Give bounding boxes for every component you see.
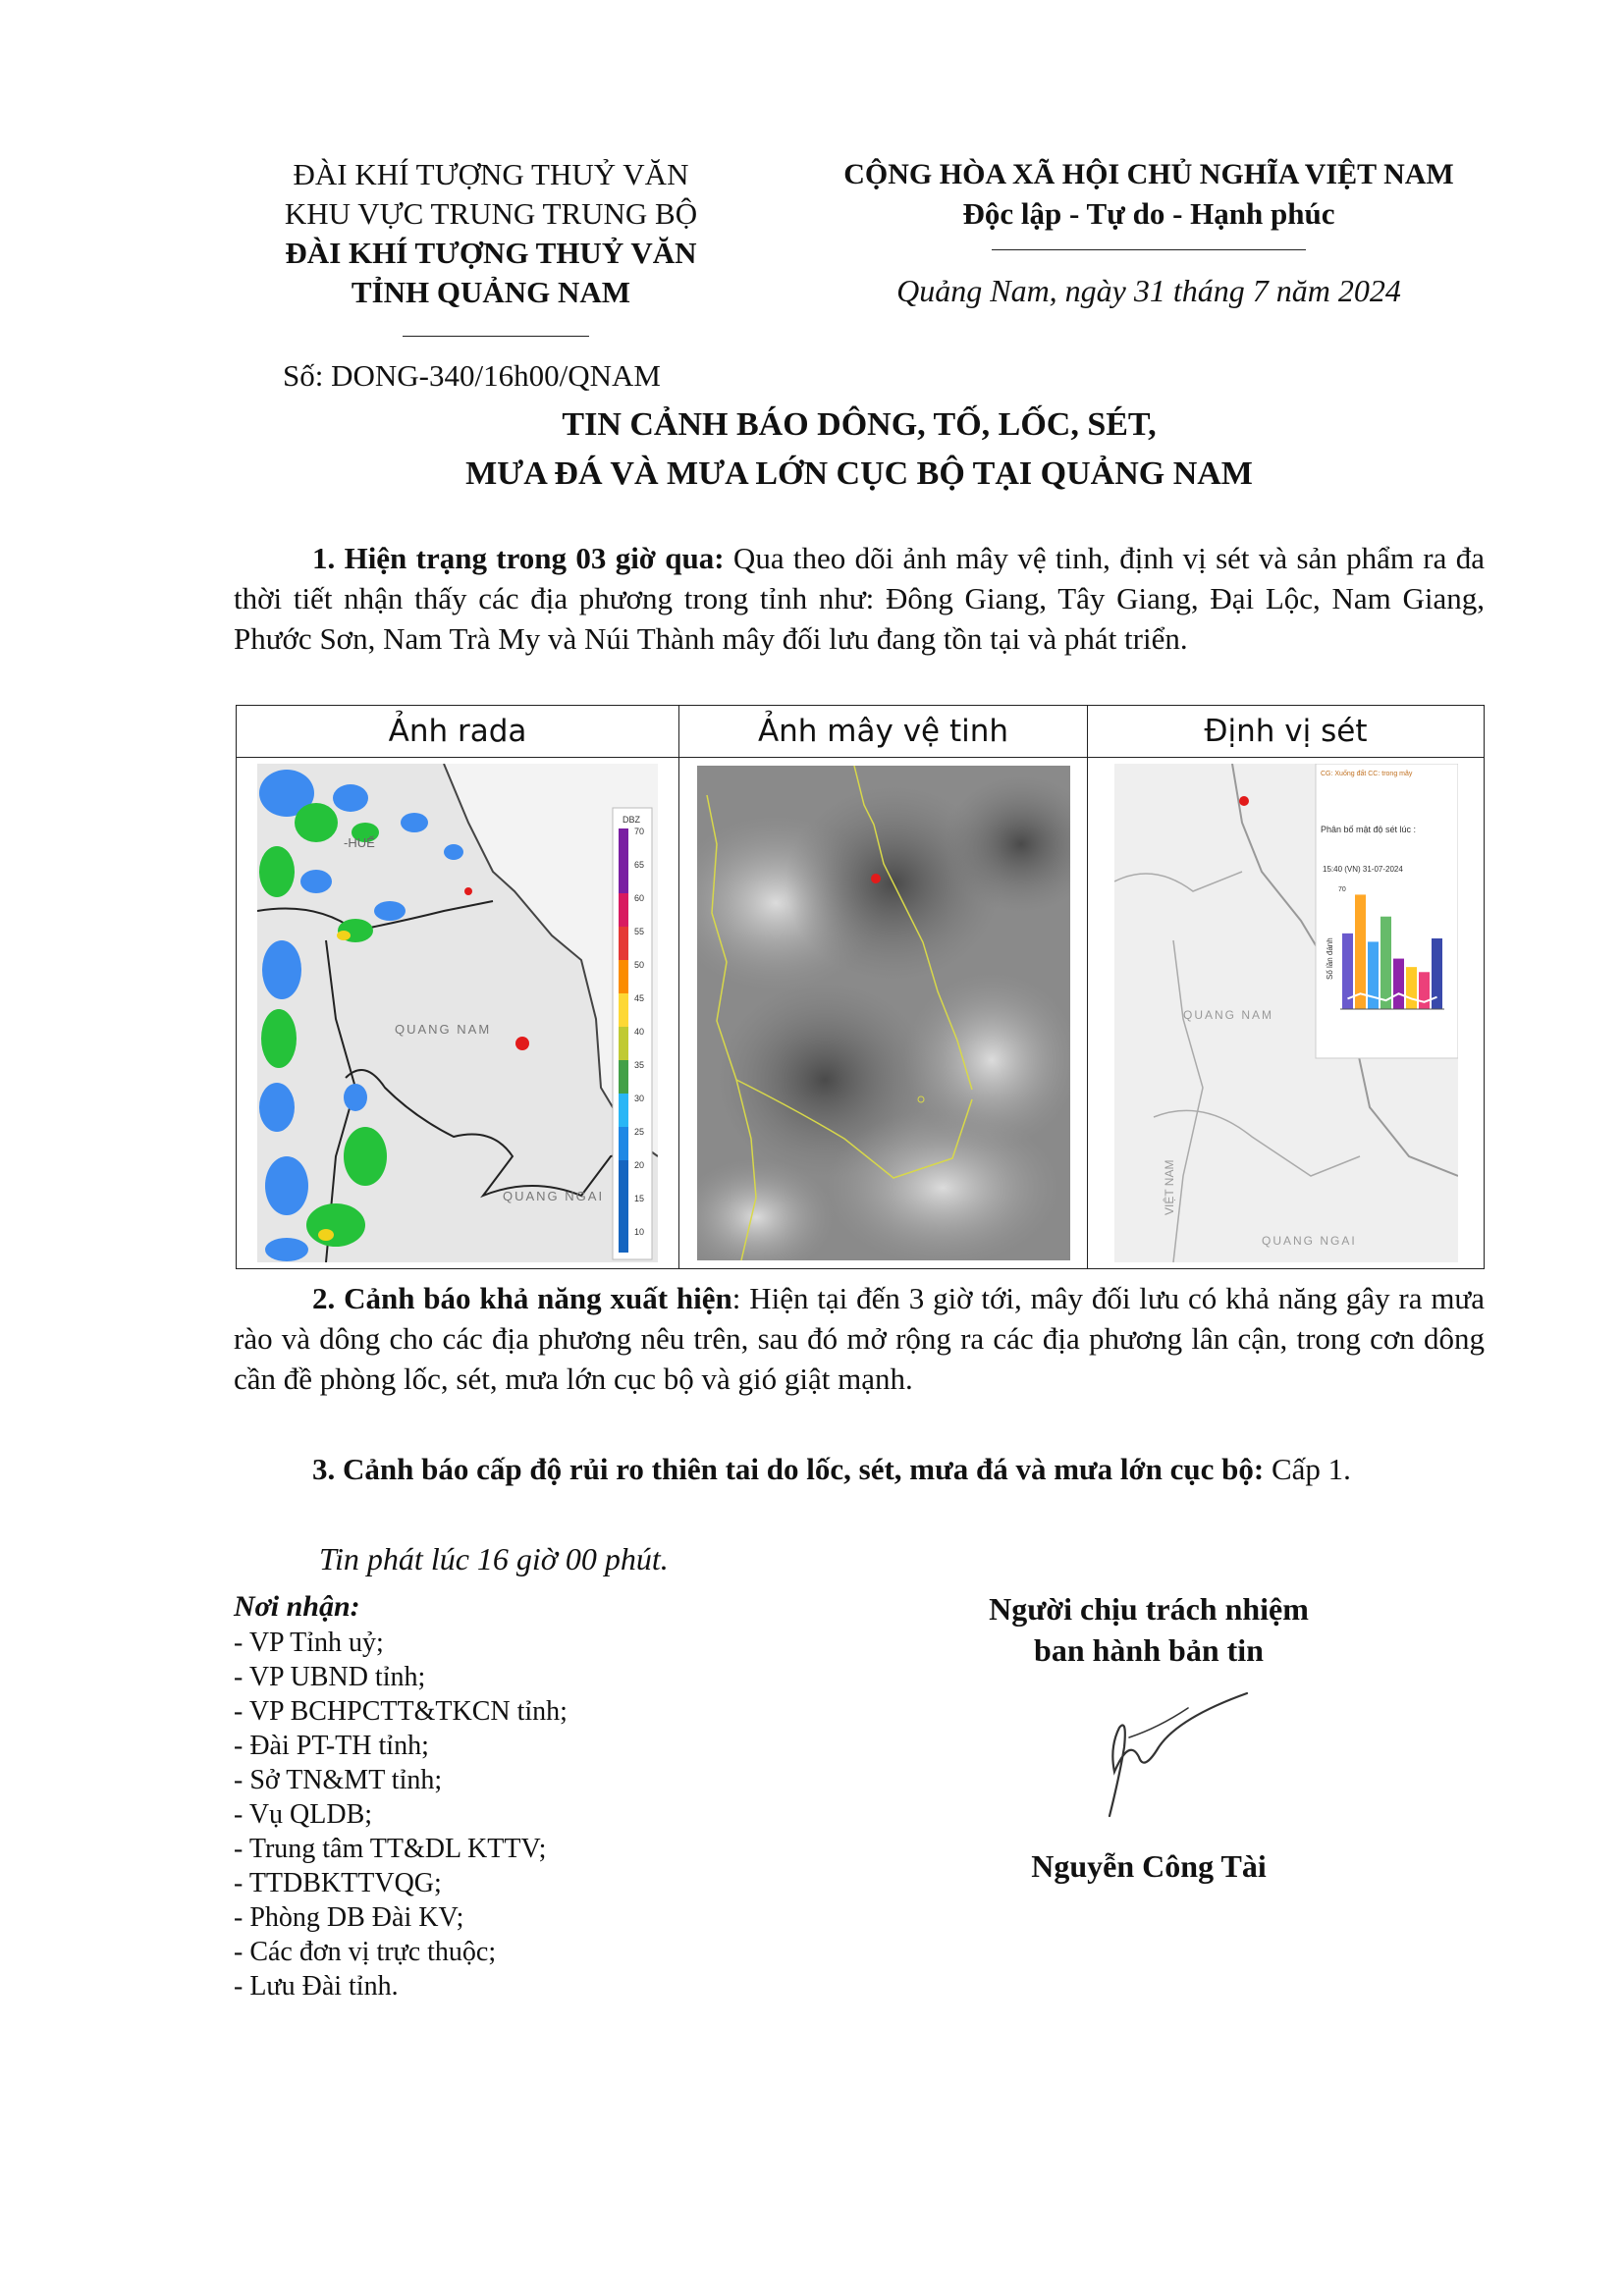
signer-name: Nguyễn Công Tài xyxy=(1031,1848,1267,1884)
issue-date: Quảng Nam, ngày 31 tháng 7 năm 2024 xyxy=(896,273,1401,308)
recipient-item: - Phòng DB Đài KV; xyxy=(234,1902,464,1933)
national-motto: Độc lập - Tự do - Hạnh phúc xyxy=(962,196,1335,231)
lightning-chart-time: 15:40 (VN) 31-07-2024 xyxy=(1322,865,1403,874)
recipient-item: - Sở TN&MT tỉnh; xyxy=(234,1765,443,1795)
recipient-item: - VP UBND tỉnh; xyxy=(234,1662,426,1692)
map-label-quang-nam: QUANG NAM xyxy=(395,1022,492,1037)
recipient-item: - VP Tỉnh uỷ; xyxy=(234,1628,384,1658)
dbz-tick-label: 65 xyxy=(634,860,645,870)
dbz-tick-label: 25 xyxy=(634,1127,645,1137)
map-label-quang-ngai: QUANG NGAI xyxy=(503,1189,605,1203)
dbz-label: DBZ xyxy=(623,815,640,825)
section-warning xyxy=(234,1278,1485,1399)
section3-heading: 3. Cảnh báo cấp độ rủi ro thiên tai do lốc, sét, mưa đá và mưa lớn cục bộ: xyxy=(312,1452,1265,1486)
dbz-tick-label: 10 xyxy=(634,1227,645,1237)
section3-text: Cấp 1. xyxy=(1264,1452,1351,1486)
lightning-ymax: 70 xyxy=(1337,886,1346,893)
lightning-axis-label: Số lần đánh xyxy=(1325,937,1334,980)
issued-time: Tin phát lúc 16 giờ 00 phút. xyxy=(319,1541,669,1576)
recipient-item: - Đài PT-TH tỉnh; xyxy=(234,1731,429,1761)
section1-heading: 1. Hiện trạng trong 03 giờ qua: xyxy=(312,541,725,575)
satellite-image xyxy=(697,766,1070,1260)
map-label-viet-nam: VIỆT NAM xyxy=(1162,1159,1176,1215)
lightning-chart-title: Phân bố mật độ sét lúc : xyxy=(1320,825,1416,834)
header-left-rule xyxy=(403,336,589,337)
lightning-chart-panel xyxy=(1316,764,1458,1058)
handwritten-signature xyxy=(1070,1679,1267,1836)
signer-title-1: Người chịu trách nhiệm xyxy=(989,1591,1309,1627)
section2-heading: 2. Cảnh báo khả năng xuất hiện xyxy=(312,1281,732,1315)
map-label-quang-nam-2: QUANG NAM xyxy=(1182,1008,1273,1022)
recipients xyxy=(234,1588,744,2003)
lightning-legend: CG: Xuống đất CC: trong mây xyxy=(1320,771,1412,777)
dbz-colorbar xyxy=(613,808,652,1259)
lightning-image xyxy=(1114,764,1458,1262)
map-label-hue: -HUẾ xyxy=(344,835,375,850)
recipient-item: - TTDBKTTVQG; xyxy=(234,1868,442,1898)
lightning-image-cell xyxy=(1088,758,1485,1269)
dbz-tick-label: 50 xyxy=(634,960,645,970)
dbz-tick-label: 30 xyxy=(634,1094,645,1103)
signature-block xyxy=(884,1588,1414,1671)
country-name: CỘNG HÒA XÃ HỘI CHỦ NGHĨA VIỆT NAM xyxy=(843,158,1454,190)
section1-text: Qua theo dõi ảnh mây vệ tinh, định vị sét và sản phẩm ra đa thời tiết nhận thấy các địa phương trong tỉnh như: Đông Giang, Tây Giang, Đại Lộc, Nam Giang, Phước Sơn, Nam Trà My và Núi Thành mây đối lưu đang tồn tại và phát triển. xyxy=(234,541,1485,656)
dbz-tick-label: 45 xyxy=(634,993,645,1003)
header-left xyxy=(226,155,756,312)
section-risk-level xyxy=(234,1449,1485,1489)
dbz-tick-label: 60 xyxy=(634,893,645,903)
dbz-tick-label: 55 xyxy=(634,927,645,936)
map-label-quang-ngai-2: QUANG NGAI xyxy=(1261,1234,1357,1248)
lightning-bar xyxy=(1393,959,1404,1009)
recipient-item: - Trung tâm TT&DL KTTV; xyxy=(234,1834,547,1864)
title-line-1: TIN CẢNH BÁO DÔNG, TỐ, LỐC, SÉT, xyxy=(562,406,1157,443)
col-radar-header: Ảnh rada xyxy=(237,706,679,758)
recipient-item: - Lưu Đài tỉnh. xyxy=(234,1971,399,2002)
image-table xyxy=(236,705,1485,1269)
lightning-bar xyxy=(1355,894,1366,1009)
bulletin-title xyxy=(234,400,1485,499)
agency-parent: ĐÀI KHÍ TƯỢNG THUỶ VĂN xyxy=(293,157,689,191)
title-line-2: MƯA ĐÁ VÀ MƯA LỚN CỤC BỘ TẠI QUẢNG NAM xyxy=(465,455,1253,492)
lightning-bar xyxy=(1406,967,1417,1009)
header-right xyxy=(815,155,1483,234)
agency-name: ĐÀI KHÍ TƯỢNG THUỶ VĂN xyxy=(285,236,697,270)
recipients-label: Nơi nhận: xyxy=(234,1590,360,1623)
radar-image xyxy=(257,764,658,1262)
col-satellite-header: Ảnh mây vệ tinh xyxy=(679,706,1088,758)
agency-province: TỈNH QUẢNG NAM xyxy=(351,275,631,309)
lightning-bar xyxy=(1380,917,1391,1009)
dbz-tick-label: 70 xyxy=(634,827,645,836)
dbz-tick-label: 20 xyxy=(634,1160,645,1170)
dbz-tick-label: 40 xyxy=(634,1027,645,1037)
dbz-tick-label: 15 xyxy=(634,1194,645,1203)
radar-image-cell xyxy=(237,758,679,1269)
dbz-tick-label: 35 xyxy=(634,1060,645,1070)
lightning-bar xyxy=(1419,972,1430,1009)
recipient-item: - Vụ QLDB; xyxy=(234,1799,373,1830)
col-lightning-header: Định vị sét xyxy=(1088,706,1485,758)
section2-text: : Hiện tại đến 3 giờ tới, mây đối lưu có khả năng gây ra mưa rào và dông cho các địa phương nêu trên, sau đó mở rộng ra các địa phương lân cận, trong cơn dông cần đề phòng lốc, sét, mưa lớn cục bộ và gió giật mạnh. xyxy=(234,1281,1485,1396)
recipient-item: - VP BCHPCTT&TKCN tỉnh; xyxy=(234,1696,568,1727)
agency-region: KHU VỰC TRUNG TRUNG BỘ xyxy=(284,196,698,231)
recipient-item: - Các đơn vị trực thuộc; xyxy=(234,1937,497,1967)
document-number: Số: DONG-340/16h00/QNAM xyxy=(283,358,661,393)
satellite-image-cell xyxy=(679,758,1088,1269)
section-current-status xyxy=(234,538,1485,659)
signer-title-2: ban hành bản tin xyxy=(1034,1632,1264,1668)
header-right-rule xyxy=(992,249,1306,250)
